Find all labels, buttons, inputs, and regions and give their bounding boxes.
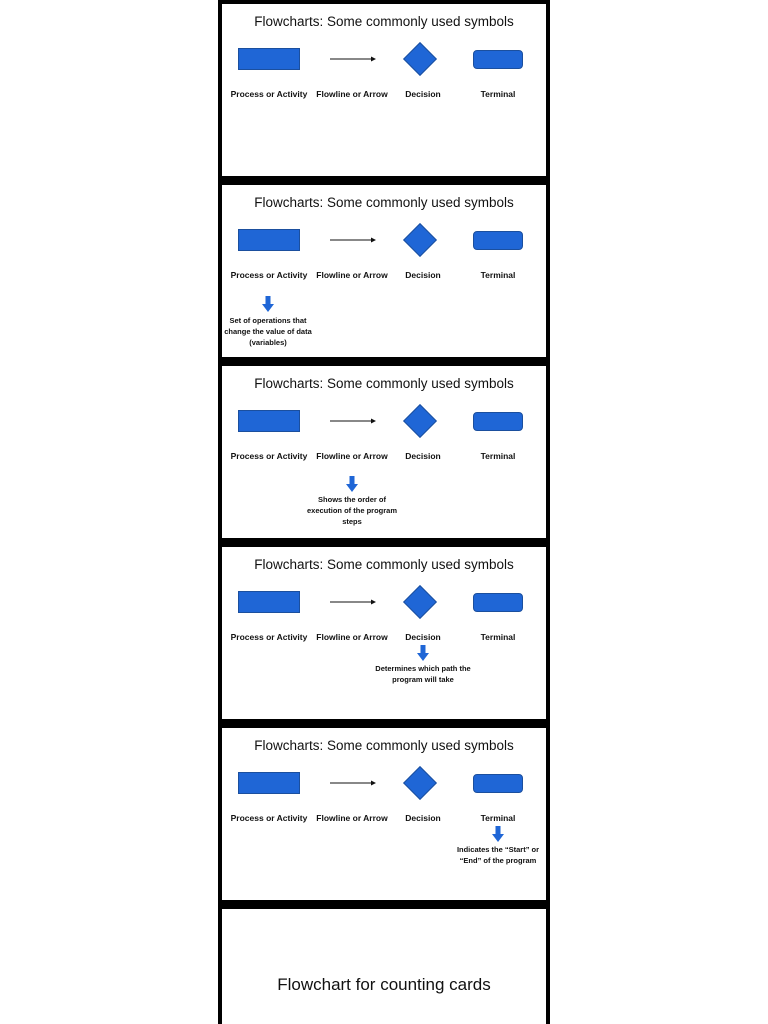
terminal-symbol xyxy=(473,593,523,612)
process-label: Process or Activity xyxy=(230,632,308,642)
flowline-label: Flowline or Arrow xyxy=(316,632,388,642)
terminal-label: Terminal xyxy=(480,89,516,99)
decision-description: Determines which path the program will take xyxy=(375,664,471,684)
flowline-label: Flowline or Arrow xyxy=(316,89,388,99)
slide-2 xyxy=(222,185,546,357)
slide-title: Flowcharts: Some commonly used symbols xyxy=(254,738,514,753)
process-symbol xyxy=(238,229,300,251)
terminal-label: Terminal xyxy=(480,813,516,823)
final-slide-title: Flowchart for counting cards xyxy=(277,975,491,994)
process-label: Process or Activity xyxy=(230,813,308,823)
process-label: Process or Activity xyxy=(230,89,308,99)
down-arrow-icon xyxy=(492,826,504,842)
slide-5 xyxy=(222,728,546,900)
flowline-arrow-icon xyxy=(330,235,376,245)
process-symbol xyxy=(238,48,300,70)
decision-label: Decision xyxy=(405,89,441,99)
process-label: Process or Activity xyxy=(230,270,308,280)
flowline-label: Flowline or Arrow xyxy=(316,451,388,461)
decision-symbol xyxy=(403,404,437,438)
decision-label: Decision xyxy=(405,451,441,461)
terminal-label: Terminal xyxy=(480,451,516,461)
terminal-label: Terminal xyxy=(480,270,516,280)
decision-label: Decision xyxy=(405,813,441,823)
decision-symbol xyxy=(403,766,437,800)
decision-symbol xyxy=(403,223,437,257)
slide-4 xyxy=(222,547,546,719)
terminal-symbol xyxy=(473,412,523,431)
terminal-label: Terminal xyxy=(480,632,516,642)
terminal-description: Indicates the “Start” or “End” of the program xyxy=(456,845,540,865)
process-label: Process or Activity xyxy=(230,451,308,461)
process-description: Set of operations that change the value of data (variables) xyxy=(224,316,312,347)
terminal-symbol xyxy=(473,774,523,793)
slide-6 xyxy=(222,909,546,1024)
process-symbol xyxy=(238,772,300,794)
flowline-arrow-icon xyxy=(330,416,376,426)
flowline-description: Shows the order of execution of the program steps xyxy=(306,495,397,526)
decision-symbol xyxy=(403,585,437,619)
down-arrow-icon xyxy=(346,476,358,492)
terminal-symbol xyxy=(473,50,523,69)
flowline-arrow-icon xyxy=(330,778,376,788)
terminal-symbol xyxy=(473,231,523,250)
slide-title: Flowcharts: Some commonly used symbols xyxy=(254,376,514,391)
flowline-arrow-icon xyxy=(330,54,376,64)
flowline-label: Flowline or Arrow xyxy=(316,270,388,280)
decision-label: Decision xyxy=(405,632,441,642)
slide-3 xyxy=(222,366,546,538)
process-symbol xyxy=(238,410,300,432)
slide-title: Flowcharts: Some commonly used symbols xyxy=(254,195,514,210)
slide-1 xyxy=(222,4,546,176)
decision-symbol xyxy=(403,42,437,76)
slide-title: Flowcharts: Some commonly used symbols xyxy=(254,14,514,29)
flowline-arrow-icon xyxy=(330,597,376,607)
process-symbol xyxy=(238,591,300,613)
down-arrow-icon xyxy=(417,645,429,661)
flowline-label: Flowline or Arrow xyxy=(316,813,388,823)
decision-label: Decision xyxy=(405,270,441,280)
slide-title: Flowcharts: Some commonly used symbols xyxy=(254,557,514,572)
down-arrow-icon xyxy=(262,296,274,312)
